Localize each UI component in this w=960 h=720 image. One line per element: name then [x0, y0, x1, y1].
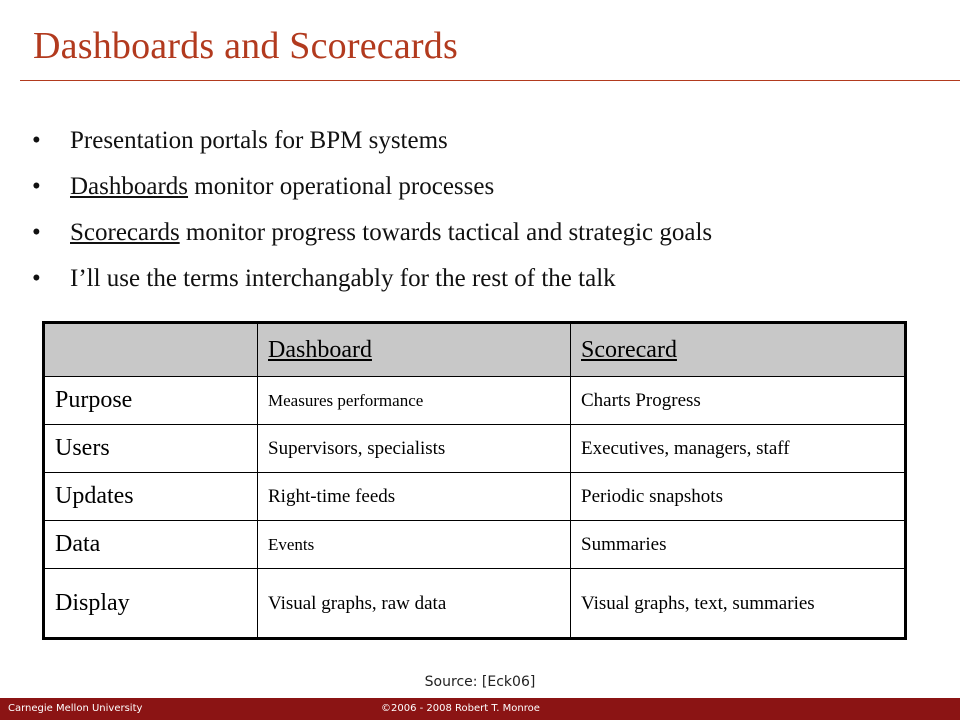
scorecard-cell: Summaries: [571, 521, 906, 569]
bullet-item: [32, 118, 712, 164]
dashboard-cell: Visual graphs, raw data: [258, 569, 571, 639]
row-label: Updates: [44, 473, 258, 521]
dashboard-cell: Right-time feeds: [258, 473, 571, 521]
source-citation: Source: [Eck06]: [424, 674, 536, 690]
column-header-scorecard: [571, 323, 906, 377]
column-header-label: Dashboard: [268, 336, 372, 363]
comparison-table: [42, 321, 907, 640]
bullet-marker: •: [32, 219, 41, 246]
table-row: [44, 569, 906, 639]
scorecard-cell: Charts Progress: [571, 377, 906, 425]
bullet-text: Presentation portals for BPM systems: [70, 127, 448, 154]
bullet-text: monitor progress towards tactical and strategic goals: [179, 219, 713, 246]
footer-institution: Carnegie Mellon University: [8, 703, 143, 714]
table-row: [44, 425, 906, 473]
table-row: [44, 521, 906, 569]
dashboard-cell: Measures performance: [258, 377, 571, 425]
bullet-text: I’ll use the terms interchangably for the rest of the talk: [70, 265, 616, 292]
title-divider: [20, 80, 960, 81]
bullet-item: [32, 210, 712, 256]
table-row: [44, 377, 906, 425]
row-label: Purpose: [44, 377, 258, 425]
dashboard-cell: Events: [258, 521, 571, 569]
footer-copyright: ©2006 - 2008 Robert T. Monroe: [381, 703, 540, 714]
row-label: Data: [44, 521, 258, 569]
slide-title: Dashboards and Scorecards: [33, 25, 458, 67]
bullet-underlined-term: Dashboards: [70, 173, 189, 200]
table-corner-cell: [44, 323, 258, 377]
bullet-marker: •: [32, 265, 41, 292]
column-header-dashboard: [258, 323, 571, 377]
row-label: Display: [44, 569, 258, 639]
scorecard-cell: Periodic snapshots: [571, 473, 906, 521]
scorecard-cell: Visual graphs, text, summaries: [571, 569, 906, 639]
row-label: Users: [44, 425, 258, 473]
bullet-underlined-term: Scorecards: [70, 219, 180, 246]
bullet-item: [32, 164, 712, 210]
bullet-item: [32, 256, 712, 302]
column-header-label: Scorecard: [581, 336, 677, 363]
scorecard-cell: Executives, managers, staff: [571, 425, 906, 473]
bullet-list: [32, 118, 712, 302]
table-header-row: [44, 323, 906, 377]
bullet-marker: •: [32, 127, 41, 154]
footer-bar: [0, 698, 960, 720]
table-row: [44, 473, 906, 521]
bullet-text: monitor operational processes: [188, 173, 495, 200]
bullet-marker: •: [32, 173, 41, 200]
dashboard-cell: Supervisors, specialists: [258, 425, 571, 473]
